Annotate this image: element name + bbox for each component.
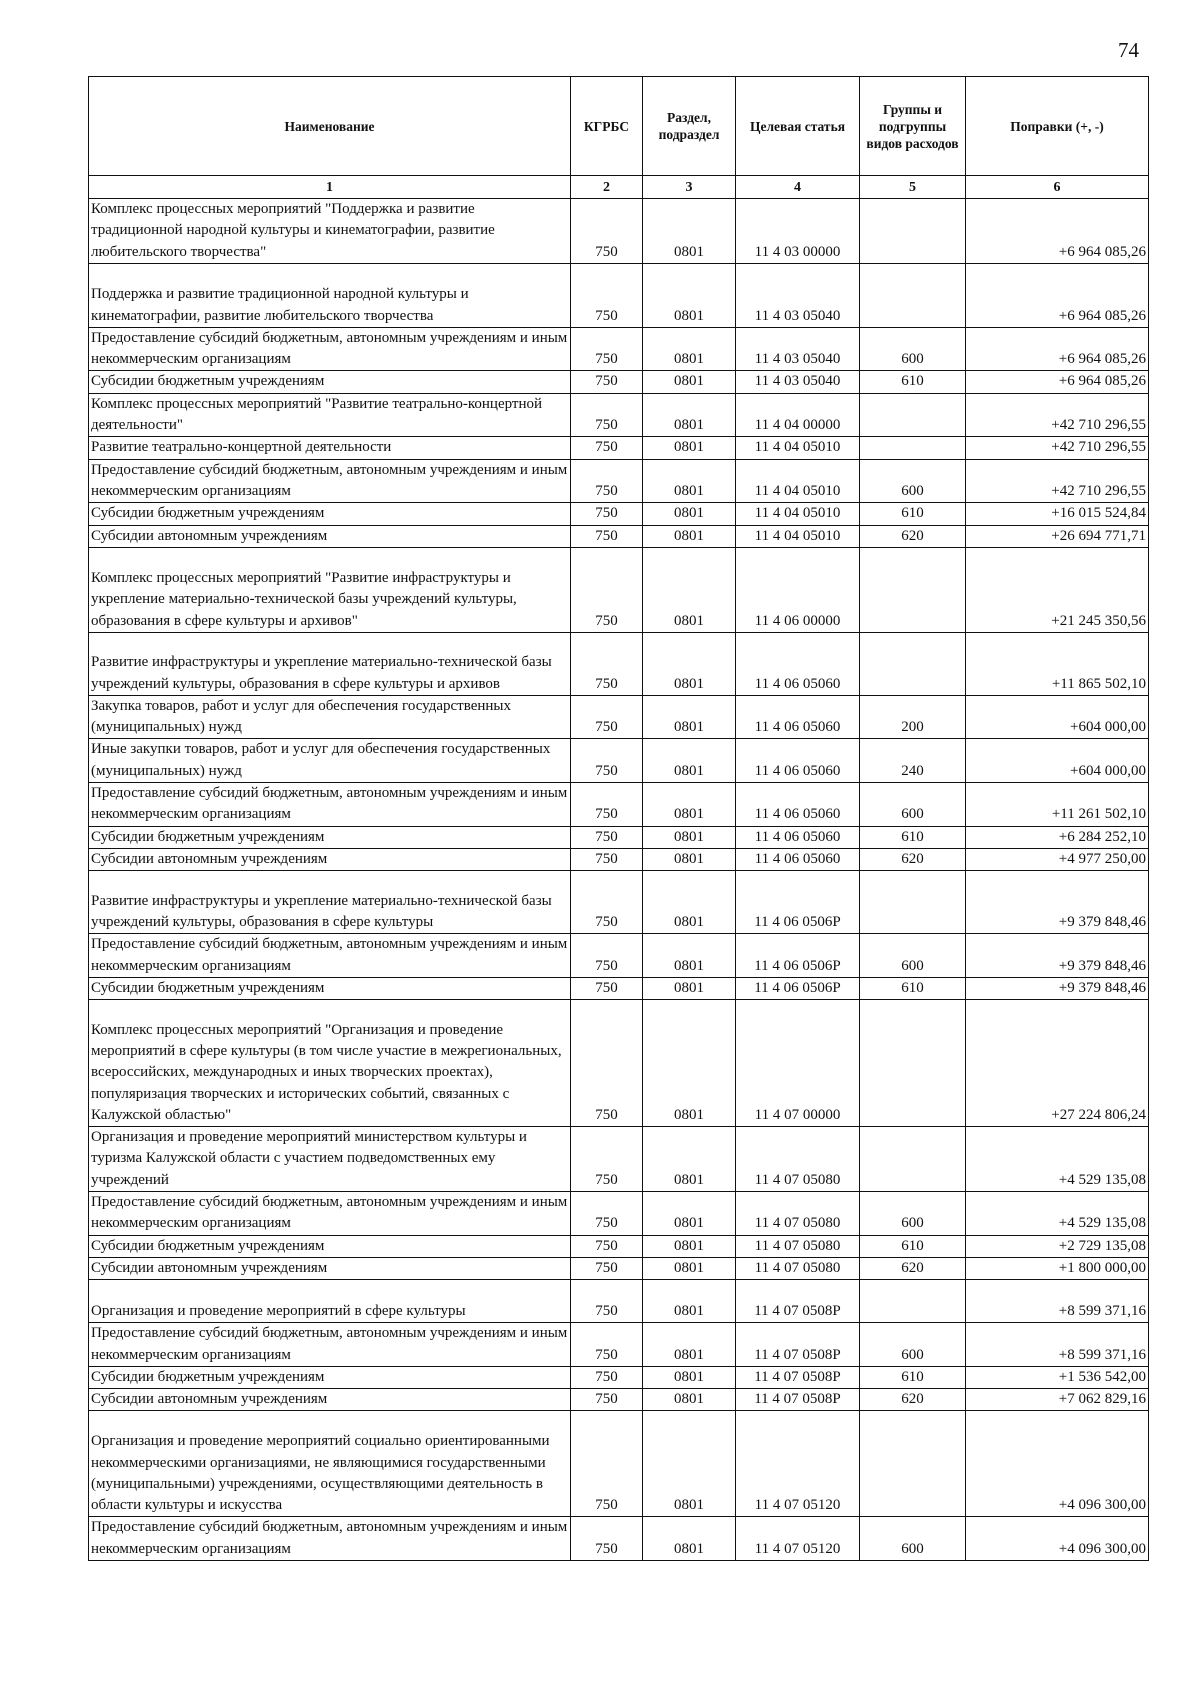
row-group-cell	[860, 1280, 966, 1323]
row-amount-cell: +8 599 371,16	[966, 1280, 1149, 1323]
table-body	[89, 199, 1149, 1561]
row-amount-cell: +42 710 296,55	[966, 459, 1149, 503]
row-target-cell: 11 4 04 05010	[736, 525, 860, 547]
row-kgrbs-cell: 750	[571, 632, 643, 695]
row-section-cell: 0801	[643, 459, 736, 503]
row-kgrbs-cell: 750	[571, 199, 643, 264]
row-target-cell: 11 4 07 00000	[736, 1000, 860, 1127]
header-amendments: Поправки (+, -)	[966, 77, 1149, 176]
row-section-cell: 0801	[643, 1323, 736, 1367]
table-row	[89, 199, 1149, 264]
row-target-cell: 11 4 06 00000	[736, 547, 860, 632]
row-target-cell: 11 4 07 0508Р	[736, 1323, 860, 1367]
row-kgrbs-cell: 750	[571, 503, 643, 525]
row-section-cell: 0801	[643, 1517, 736, 1561]
row-target-cell: 11 4 07 05080	[736, 1192, 860, 1236]
row-target-cell: 11 4 06 0506Р	[736, 977, 860, 999]
row-group-cell: 600	[860, 1323, 966, 1367]
row-name-cell: Организация и проведение мероприятий министерством культуры и туризма Калужской области с участием подведомственных ему учреждений	[89, 1127, 571, 1192]
row-kgrbs-cell: 750	[571, 393, 643, 437]
row-group-cell: 200	[860, 695, 966, 739]
row-kgrbs-cell: 750	[571, 826, 643, 848]
row-name-cell: Предоставление субсидий бюджетным, автономным учреждениям и иным некоммерческим организациям	[89, 327, 571, 371]
row-group-cell: 620	[860, 848, 966, 870]
row-group-cell	[860, 437, 966, 459]
row-amount-cell: +7 062 829,16	[966, 1389, 1149, 1411]
row-section-cell: 0801	[643, 371, 736, 393]
table-row	[89, 739, 1149, 783]
row-group-cell	[860, 199, 966, 264]
row-target-cell: 11 4 06 0506Р	[736, 934, 860, 978]
row-name-cell: Развитие инфраструктуры и укрепление материально-технической базы учреждений культуры, образования в сфере культуры и архивов	[89, 632, 571, 695]
row-target-cell: 11 4 06 05060	[736, 826, 860, 848]
table-row	[89, 263, 1149, 327]
row-kgrbs-cell: 750	[571, 1235, 643, 1257]
row-target-cell: 11 4 06 05060	[736, 695, 860, 739]
row-section-cell: 0801	[643, 977, 736, 999]
row-amount-cell: +11 865 502,10	[966, 632, 1149, 695]
row-name-cell: Иные закупки товаров, работ и услуг для обеспечения государственных (муниципальных) нужд	[89, 739, 571, 783]
row-amount-cell: +4 529 135,08	[966, 1127, 1149, 1192]
row-group-cell	[860, 263, 966, 327]
row-section-cell: 0801	[643, 1192, 736, 1236]
row-group-cell: 610	[860, 371, 966, 393]
row-target-cell: 11 4 04 05010	[736, 459, 860, 503]
header-groups: Группы и подгруппы видов расходов	[860, 77, 966, 176]
row-name-cell: Предоставление субсидий бюджетным, автономным учреждениям и иным некоммерческим организациям	[89, 1323, 571, 1367]
row-target-cell: 11 4 06 0506Р	[736, 871, 860, 934]
table-row	[89, 393, 1149, 437]
row-name-cell: Предоставление субсидий бюджетным, автономным учреждениям и иным некоммерческим организациям	[89, 783, 571, 827]
row-name-cell: Комплекс процессных мероприятий "Развитие инфраструктуры и укрепление материально-технической базы учреждений культуры, образования в сфере культуры и архивов"	[89, 547, 571, 632]
table-row	[89, 871, 1149, 934]
table-row	[89, 783, 1149, 827]
row-group-cell: 620	[860, 1389, 966, 1411]
row-group-cell	[860, 393, 966, 437]
row-name-cell: Субсидии автономным учреждениям	[89, 1389, 571, 1411]
row-name-cell: Предоставление субсидий бюджетным, автономным учреждениям и иным некоммерческим организациям	[89, 459, 571, 503]
table-row	[89, 1235, 1149, 1257]
row-kgrbs-cell: 750	[571, 1000, 643, 1127]
row-name-cell: Субсидии бюджетным учреждениям	[89, 371, 571, 393]
row-amount-cell: +9 379 848,46	[966, 934, 1149, 978]
row-target-cell: 11 4 03 05040	[736, 371, 860, 393]
row-group-cell: 610	[860, 1366, 966, 1388]
row-target-cell: 11 4 07 0508Р	[736, 1280, 860, 1323]
table-row	[89, 934, 1149, 978]
row-section-cell: 0801	[643, 199, 736, 264]
row-group-cell	[860, 871, 966, 934]
table-row	[89, 1323, 1149, 1367]
row-group-cell	[860, 1127, 966, 1192]
table-row	[89, 1192, 1149, 1236]
row-amount-cell: +16 015 524,84	[966, 503, 1149, 525]
row-amount-cell: +8 599 371,16	[966, 1323, 1149, 1367]
row-kgrbs-cell: 750	[571, 1323, 643, 1367]
row-name-cell: Комплекс процессных мероприятий "Поддержка и развитие традиционной народной культуры и кинематографии, развитие любительского творчества"	[89, 199, 571, 264]
row-amount-cell: +604 000,00	[966, 695, 1149, 739]
row-section-cell: 0801	[643, 632, 736, 695]
row-target-cell: 11 4 04 05010	[736, 503, 860, 525]
row-amount-cell: +9 379 848,46	[966, 977, 1149, 999]
row-section-cell: 0801	[643, 547, 736, 632]
row-group-cell: 610	[860, 826, 966, 848]
table-row	[89, 1127, 1149, 1192]
row-section-cell: 0801	[643, 525, 736, 547]
column-number: 2	[571, 176, 643, 199]
row-amount-cell: +6 964 085,26	[966, 371, 1149, 393]
row-kgrbs-cell: 750	[571, 1257, 643, 1279]
header-name: Наименование	[89, 77, 571, 176]
row-name-cell: Организация и проведение мероприятий в сфере культуры	[89, 1280, 571, 1323]
row-section-cell: 0801	[643, 503, 736, 525]
row-section-cell: 0801	[643, 739, 736, 783]
table-row	[89, 437, 1149, 459]
row-section-cell: 0801	[643, 871, 736, 934]
row-target-cell: 11 4 07 0508Р	[736, 1389, 860, 1411]
row-name-cell: Субсидии бюджетным учреждениям	[89, 826, 571, 848]
row-section-cell: 0801	[643, 1280, 736, 1323]
row-amount-cell: +1 536 542,00	[966, 1366, 1149, 1388]
row-section-cell: 0801	[643, 783, 736, 827]
row-section-cell: 0801	[643, 1366, 736, 1388]
row-kgrbs-cell: 750	[571, 739, 643, 783]
row-kgrbs-cell: 750	[571, 327, 643, 371]
row-kgrbs-cell: 750	[571, 871, 643, 934]
row-kgrbs-cell: 750	[571, 371, 643, 393]
row-amount-cell: +4 529 135,08	[966, 1192, 1149, 1236]
row-amount-cell: +42 710 296,55	[966, 437, 1149, 459]
table-row	[89, 525, 1149, 547]
row-kgrbs-cell: 750	[571, 459, 643, 503]
row-kgrbs-cell: 750	[571, 783, 643, 827]
row-amount-cell: +6 964 085,26	[966, 327, 1149, 371]
row-group-cell: 600	[860, 459, 966, 503]
row-amount-cell: +26 694 771,71	[966, 525, 1149, 547]
table-row	[89, 327, 1149, 371]
row-name-cell: Поддержка и развитие традиционной народной культуры и кинематографии, развитие любительского творчества	[89, 263, 571, 327]
row-amount-cell: +42 710 296,55	[966, 393, 1149, 437]
row-target-cell: 11 4 07 05080	[736, 1127, 860, 1192]
row-target-cell: 11 4 04 00000	[736, 393, 860, 437]
table-row	[89, 1389, 1149, 1411]
row-name-cell: Развитие инфраструктуры и укрепление материально-технической базы учреждений культуры, образования в сфере культуры	[89, 871, 571, 934]
row-section-cell: 0801	[643, 393, 736, 437]
row-section-cell: 0801	[643, 695, 736, 739]
row-amount-cell: +4 096 300,00	[966, 1517, 1149, 1561]
row-target-cell: 11 4 07 05120	[736, 1517, 860, 1561]
row-group-cell: 610	[860, 503, 966, 525]
row-amount-cell: +27 224 806,24	[966, 1000, 1149, 1127]
table-row	[89, 1280, 1149, 1323]
page-number: 74	[1118, 38, 1139, 62]
row-section-cell: 0801	[643, 1127, 736, 1192]
row-section-cell: 0801	[643, 848, 736, 870]
table-row	[89, 1257, 1149, 1279]
table-row	[89, 977, 1149, 999]
row-kgrbs-cell: 750	[571, 525, 643, 547]
row-amount-cell: +6 964 085,26	[966, 263, 1149, 327]
row-amount-cell: +6 284 252,10	[966, 826, 1149, 848]
table-row	[89, 695, 1149, 739]
row-name-cell: Субсидии бюджетным учреждениям	[89, 503, 571, 525]
row-amount-cell: +6 964 085,26	[966, 199, 1149, 264]
row-amount-cell: +11 261 502,10	[966, 783, 1149, 827]
header-target: Целевая статья	[736, 77, 860, 176]
table-row	[89, 547, 1149, 632]
header-section: Раздел, подраздел	[643, 77, 736, 176]
table-row	[89, 1517, 1149, 1561]
row-name-cell: Развитие театрально-концертной деятельности	[89, 437, 571, 459]
row-section-cell: 0801	[643, 1235, 736, 1257]
table-row	[89, 632, 1149, 695]
row-group-cell: 600	[860, 1517, 966, 1561]
row-section-cell: 0801	[643, 1389, 736, 1411]
table-row	[89, 503, 1149, 525]
row-target-cell: 11 4 06 05060	[736, 848, 860, 870]
table-row	[89, 459, 1149, 503]
row-kgrbs-cell: 750	[571, 1366, 643, 1388]
row-name-cell: Предоставление субсидий бюджетным, автономным учреждениям и иным некоммерческим организациям	[89, 934, 571, 978]
table-row	[89, 848, 1149, 870]
row-group-cell: 600	[860, 327, 966, 371]
row-name-cell: Комплекс процессных мероприятий "Развитие театрально-концертной деятельности"	[89, 393, 571, 437]
table-row	[89, 1366, 1149, 1388]
row-amount-cell: +4 096 300,00	[966, 1411, 1149, 1517]
row-kgrbs-cell: 750	[571, 848, 643, 870]
row-section-cell: 0801	[643, 437, 736, 459]
row-kgrbs-cell: 750	[571, 547, 643, 632]
column-number: 5	[860, 176, 966, 199]
table-row	[89, 826, 1149, 848]
row-group-cell	[860, 1000, 966, 1127]
row-name-cell: Закупка товаров, работ и услуг для обеспечения государственных (муниципальных) нужд	[89, 695, 571, 739]
column-number: 6	[966, 176, 1149, 199]
row-section-cell: 0801	[643, 263, 736, 327]
row-name-cell: Субсидии бюджетным учреждениям	[89, 977, 571, 999]
budget-table	[88, 76, 1149, 1561]
row-name-cell: Субсидии бюджетным учреждениям	[89, 1366, 571, 1388]
row-kgrbs-cell: 750	[571, 695, 643, 739]
row-target-cell: 11 4 07 05120	[736, 1411, 860, 1517]
row-target-cell: 11 4 07 0508Р	[736, 1366, 860, 1388]
row-group-cell: 620	[860, 525, 966, 547]
row-section-cell: 0801	[643, 934, 736, 978]
row-kgrbs-cell: 750	[571, 1389, 643, 1411]
row-name-cell: Субсидии бюджетным учреждениям	[89, 1235, 571, 1257]
row-name-cell: Предоставление субсидий бюджетным, автономным учреждениям и иным некоммерческим организациям	[89, 1192, 571, 1236]
table-row	[89, 1411, 1149, 1517]
row-target-cell: 11 4 03 05040	[736, 327, 860, 371]
row-amount-cell: +21 245 350,56	[966, 547, 1149, 632]
row-group-cell: 600	[860, 1192, 966, 1236]
row-section-cell: 0801	[643, 1411, 736, 1517]
row-amount-cell: +2 729 135,08	[966, 1235, 1149, 1257]
table-row	[89, 371, 1149, 393]
row-target-cell: 11 4 07 05080	[736, 1257, 860, 1279]
row-section-cell: 0801	[643, 826, 736, 848]
row-section-cell: 0801	[643, 1000, 736, 1127]
row-kgrbs-cell: 750	[571, 934, 643, 978]
column-number: 3	[643, 176, 736, 199]
row-kgrbs-cell: 750	[571, 437, 643, 459]
row-section-cell: 0801	[643, 327, 736, 371]
row-kgrbs-cell: 750	[571, 1192, 643, 1236]
row-kgrbs-cell: 750	[571, 1280, 643, 1323]
header-kgrbs: КГРБС	[571, 77, 643, 176]
row-kgrbs-cell: 750	[571, 1517, 643, 1561]
table-row	[89, 1000, 1149, 1127]
column-number: 1	[89, 176, 571, 199]
row-name-cell: Субсидии автономным учреждениям	[89, 848, 571, 870]
row-section-cell: 0801	[643, 1257, 736, 1279]
row-group-cell	[860, 1411, 966, 1517]
row-group-cell: 610	[860, 1235, 966, 1257]
row-group-cell: 600	[860, 934, 966, 978]
row-amount-cell: +4 977 250,00	[966, 848, 1149, 870]
row-target-cell: 11 4 03 05040	[736, 263, 860, 327]
row-target-cell: 11 4 07 05080	[736, 1235, 860, 1257]
row-kgrbs-cell: 750	[571, 1127, 643, 1192]
row-target-cell: 11 4 06 05060	[736, 739, 860, 783]
row-target-cell: 11 4 03 00000	[736, 199, 860, 264]
row-kgrbs-cell: 750	[571, 1411, 643, 1517]
row-group-cell: 600	[860, 783, 966, 827]
row-target-cell: 11 4 06 05060	[736, 783, 860, 827]
row-amount-cell: +1 800 000,00	[966, 1257, 1149, 1279]
row-name-cell: Субсидии автономным учреждениям	[89, 1257, 571, 1279]
row-kgrbs-cell: 750	[571, 263, 643, 327]
row-target-cell: 11 4 06 05060	[736, 632, 860, 695]
row-name-cell: Предоставление субсидий бюджетным, автономным учреждениям и иным некоммерческим организациям	[89, 1517, 571, 1561]
column-number: 4	[736, 176, 860, 199]
row-group-cell: 620	[860, 1257, 966, 1279]
row-group-cell	[860, 632, 966, 695]
row-kgrbs-cell: 750	[571, 977, 643, 999]
row-name-cell: Комплекс процессных мероприятий "Организация и проведение мероприятий в сфере культуры (в том числе участие в межрегиональных, всероссийских, международных и иных творческих проектах), популяризация творческих и исторических событий, связанных с Калужской областью"	[89, 1000, 571, 1127]
row-group-cell	[860, 547, 966, 632]
row-target-cell: 11 4 04 05010	[736, 437, 860, 459]
row-name-cell: Субсидии автономным учреждениям	[89, 525, 571, 547]
row-amount-cell: +9 379 848,46	[966, 871, 1149, 934]
row-amount-cell: +604 000,00	[966, 739, 1149, 783]
row-name-cell: Организация и проведение мероприятий социально ориентированными некоммерческими организациями, не являющимися государственными (муниципальными) учреждениями, осуществляющими деятельность в области культуры и искусства	[89, 1411, 571, 1517]
row-group-cell: 610	[860, 977, 966, 999]
row-group-cell: 240	[860, 739, 966, 783]
